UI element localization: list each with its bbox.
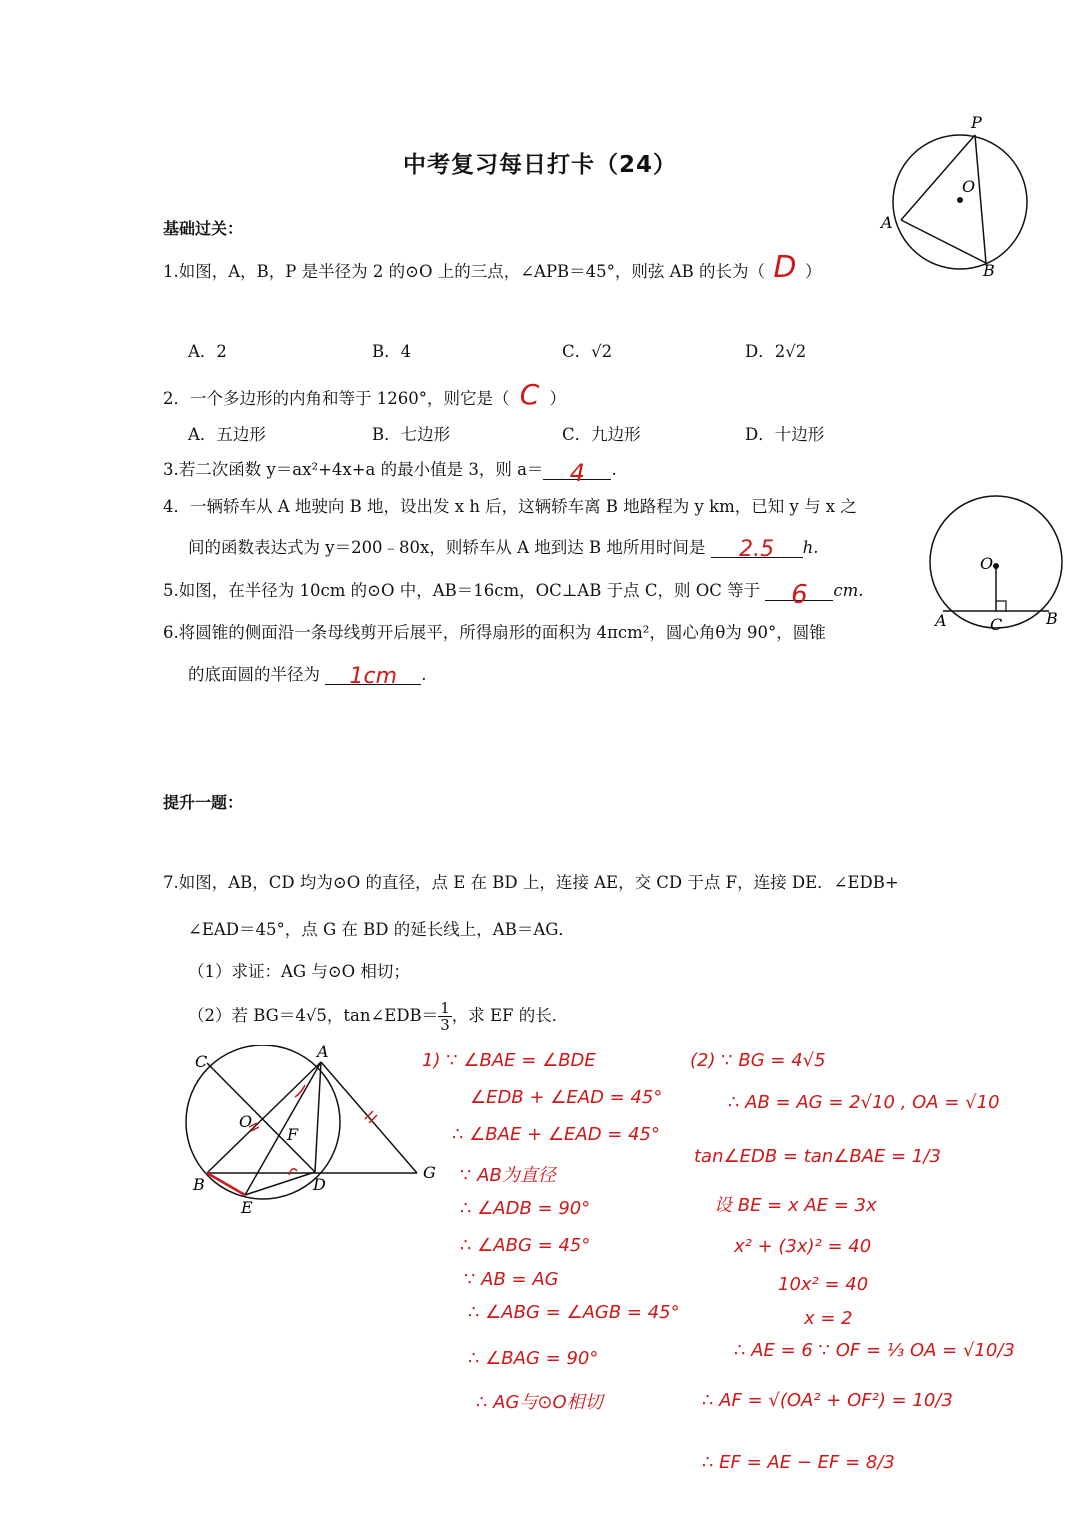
label-g3: G: [423, 1163, 436, 1182]
solution1-line-1: 1) ∵ ∠BAE = ∠BDE: [422, 1050, 596, 1071]
solution1-line-2: ∠EDB + ∠EAD = 45°: [470, 1087, 663, 1108]
q6-text: 的底面圆的半径为: [188, 665, 320, 684]
figure-circle-chord: [928, 490, 1068, 635]
fraction-one-third: $\frac{1}{3}$: [440, 999, 450, 1034]
figure-tangent: [185, 1045, 445, 1220]
q3-end: .: [611, 460, 617, 479]
q2-close: ）: [549, 389, 566, 408]
question-7-part1: （1）求证：AG 与⊙O 相切；: [188, 962, 410, 981]
q1-option-b: B．4: [372, 342, 412, 361]
line-ag: [321, 1062, 417, 1173]
question-3: [163, 456, 617, 487]
q2-text: 2．一个多边形的内角和等于 1260°，则它是（: [163, 389, 510, 408]
q3-answer: 4: [569, 459, 586, 487]
solution2-line-9: ∴ AF = √(OA² + OF²) = 10/3: [702, 1390, 953, 1411]
question-6-line2: [188, 661, 427, 689]
solution2-line-6: 10x² = 40: [778, 1274, 869, 1295]
label-a3: A: [317, 1045, 329, 1061]
label-b2: B: [1046, 609, 1058, 628]
solution1-line-3: ∴ ∠BAE + ∠EAD = 45°: [452, 1124, 660, 1145]
center-o: [957, 197, 963, 203]
question-6-line1: 6.将圆锥的侧面沿一条母线剪开后展平，所得扇形的面积为 4πcm²，圆心角θ为 90°，圆锥: [163, 623, 826, 642]
section-basic: 基础过关：: [163, 219, 244, 238]
label-o2: O: [980, 554, 994, 573]
solution2-line-10: ∴ EF = AE − EF = 8/3: [702, 1452, 895, 1473]
q4-text: 间的函数表达式为 y＝200﹣80x，则轿车从 A 地到达 B 地所用时间是: [188, 538, 706, 557]
right-angle-mark: [996, 601, 1006, 611]
q2-option-d: D．十边形: [745, 425, 825, 444]
q2-option-b: B．七边形: [372, 425, 451, 444]
solution2-line-7: x = 2: [804, 1308, 853, 1329]
q6-end: .: [421, 665, 427, 684]
solution1-line-6: ∴ ∠ABG = 45°: [460, 1235, 591, 1256]
chord-pb: [975, 135, 986, 263]
question-5: [163, 577, 864, 610]
solution1-line-5: ∴ ∠ADB = 90°: [460, 1198, 591, 1219]
solution2-line-4: 设 BE = x AE = 3x: [714, 1195, 877, 1216]
label-f3: F: [287, 1125, 299, 1144]
q1-option-a: A．2: [188, 342, 227, 361]
q1-answer: D: [773, 250, 797, 285]
q1-close: ）: [804, 262, 822, 281]
solution2-line-1: (2) ∵ BG = 4√5: [690, 1050, 826, 1071]
question-4-line2: [188, 534, 819, 562]
q5-end: cm.: [833, 581, 864, 600]
label-b: B: [983, 261, 995, 280]
q7-part2-b: ，求 EF 的长．: [451, 1006, 569, 1025]
label-c2: C: [990, 615, 1003, 634]
question-2: [163, 378, 566, 411]
q5-answer: 6: [791, 580, 808, 610]
label-d3: D: [313, 1175, 326, 1194]
question-7-line2: ∠EAD＝45°，点 G 在 BD 的延长线上，AB＝AG．: [188, 920, 575, 939]
q2-answer: C: [519, 378, 540, 411]
question-7-line1: 7.如图，AB，CD 均为⊙O 的直径，点 E 在 BD 上，连接 AE，交 CD 于点 F，连接 DE．∠EDB+: [163, 873, 899, 892]
q1-text: 1.如图，A，B，P 是半径为 2 的⊙O 上的三点，∠APB＝45°，则弦 AB 的长为（: [163, 262, 765, 281]
question-4-line1: 4．一辆轿车从 A 地驶向 B 地，设出发 x h 后，这辆轿车离 B 地路程为 y km，已知 y 与 x 之: [163, 497, 857, 516]
solution2-line-8: ∴ AE = 6 ∵ OF = ⅓ OA = √10/3: [734, 1340, 1015, 1361]
label-e3: E: [241, 1198, 253, 1217]
label-a2: A: [935, 611, 947, 630]
q7-part2-a: （2）若 BG＝4√5，tan∠EDB＝: [188, 1006, 439, 1025]
label-a: A: [881, 213, 893, 232]
diameter-cd: [207, 1063, 315, 1172]
solution1-line-4: ∵ AB为直径: [460, 1165, 556, 1186]
mark-angle-d: [289, 1169, 297, 1175]
diameter-ab: [207, 1062, 321, 1173]
label-p: P: [971, 113, 982, 132]
line-be: [207, 1173, 245, 1195]
label-o: O: [962, 177, 976, 196]
label-c3: C: [195, 1052, 208, 1071]
chord-ab: [901, 220, 986, 263]
section-advanced: 提升一题：: [163, 793, 244, 812]
q4-answer: 2.5: [739, 537, 775, 562]
solution2-line-5: x² + (3x)² = 40: [734, 1236, 872, 1257]
solution1-line-7: ∵ AB = AG: [464, 1269, 559, 1290]
label-o3: O: [239, 1112, 253, 1131]
center-o2: [993, 563, 999, 569]
q1-option-c: C．√2: [562, 342, 613, 361]
figure-circle-apb: [875, 110, 1035, 280]
q5-text: 5.如图，在半径为 10cm 的⊙O 中，AB＝16cm，OC⊥AB 于点 C，则 OC 等于: [163, 581, 761, 600]
question-7-part2: [188, 1000, 568, 1033]
q2-option-c: C．九边形: [562, 425, 641, 444]
q3-text: 3.若二次函数 y＝ax²+4x+a 的最小值是 3，则 a＝: [163, 460, 544, 479]
solution2-line-2: ∴ AB = AG = 2√10 , OA = √10: [728, 1092, 1000, 1113]
q1-option-d: D．2√2: [745, 342, 807, 361]
label-b3: B: [193, 1175, 205, 1194]
solution1-line-8: ∴ ∠ABG = ∠AGB = 45°: [468, 1302, 680, 1323]
page-title: 中考复习每日打卡（24）: [402, 152, 677, 178]
q6-answer: 1cm: [349, 664, 398, 689]
q2-option-a: A．五边形: [188, 425, 266, 444]
q4-end: h.: [802, 538, 819, 557]
solution1-line-9: ∴ ∠BAG = 90°: [468, 1348, 599, 1369]
solution1-line-10: ∴ AG与⊙O相切: [476, 1392, 603, 1413]
line-ad: [315, 1062, 321, 1172]
mark-ag: [365, 1111, 377, 1123]
solution2-line-3: tan∠EDB = tan∠BAE = 1/3: [694, 1146, 941, 1167]
question-1: [163, 250, 821, 285]
